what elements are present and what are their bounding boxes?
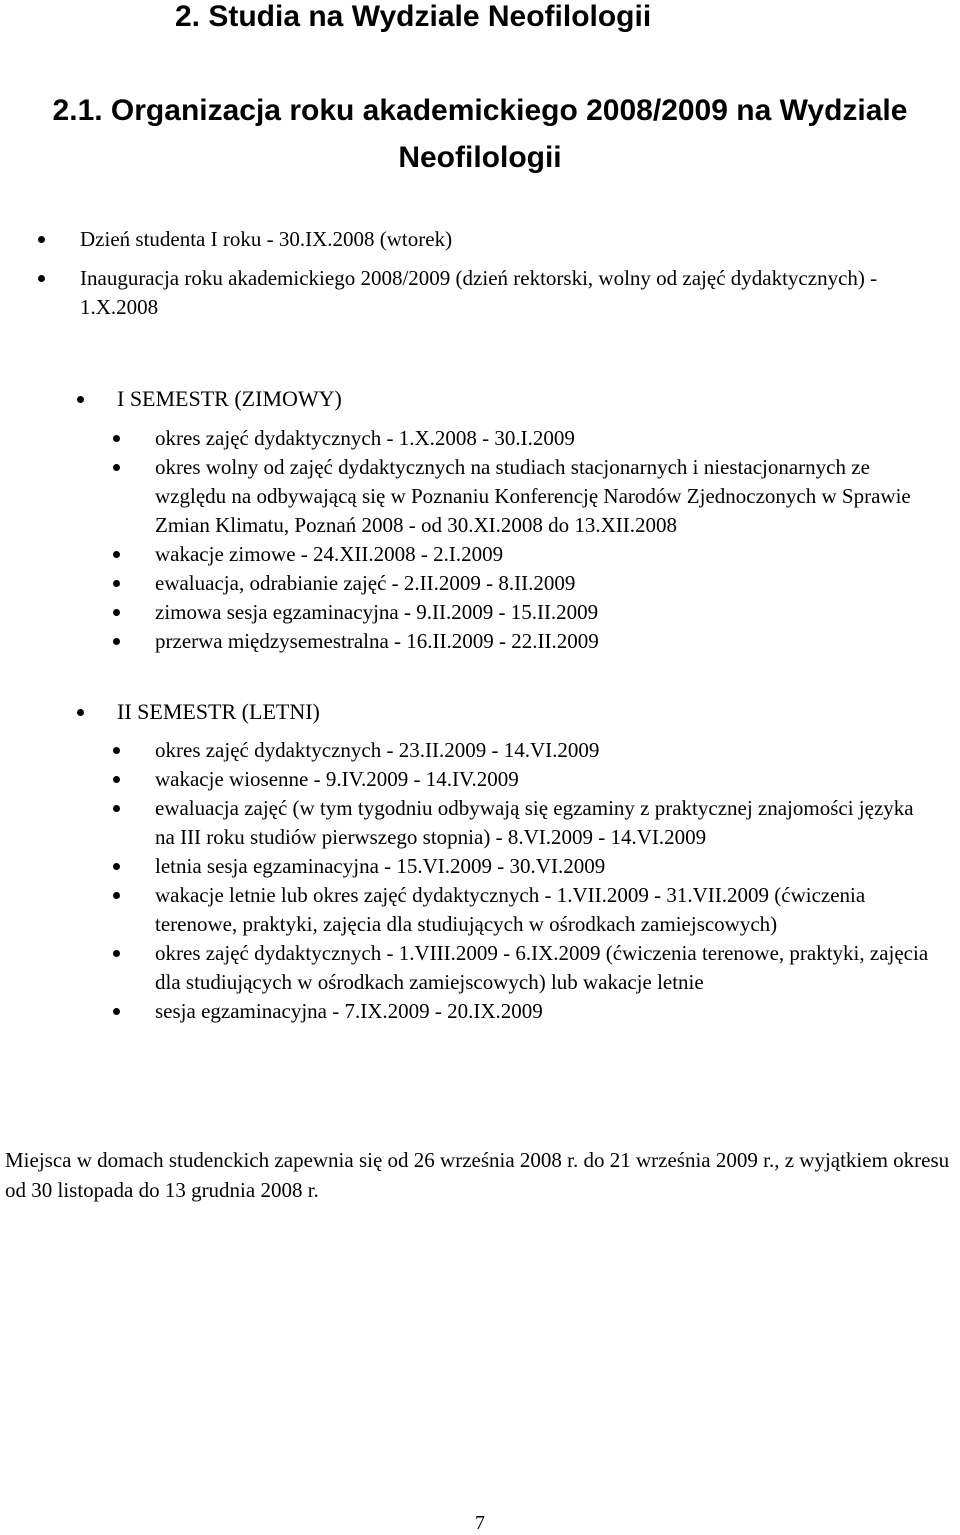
bullet-icon xyxy=(113,1008,120,1015)
bullet-icon xyxy=(113,950,120,957)
list-item-text: letnia sesja egzaminacyjna - 15.VI.2009 - 30.VI.2009 xyxy=(155,854,606,878)
list-item xyxy=(155,881,930,939)
bullet-icon xyxy=(77,709,84,716)
list-item xyxy=(155,794,930,852)
list-item-text: zimowa sesja egzaminacyjna - 9.II.2009 - 15.II.2009 xyxy=(155,600,599,624)
semester-title: II SEMESTR (LETNI) xyxy=(117,699,320,724)
list-item xyxy=(155,424,930,453)
list-item-text: wakacje wiosenne - 9.IV.2009 - 14.IV.2009 xyxy=(155,767,519,791)
bullet-icon xyxy=(113,776,120,783)
list-item xyxy=(155,627,930,656)
list-item-text: wakacje letnie lub okres zajęć dydaktycznych - 1.VII.2009 - 31.VII.2009 (ćwiczenia terenowe, praktyki, zajęcia dla studiujących w ośrodkach zamiejscowych) xyxy=(155,883,866,936)
semester-title: I SEMESTR (ZIMOWY) xyxy=(117,386,342,411)
list-item xyxy=(155,997,930,1026)
list-item-text: ewaluacja, odrabianie zajęć - 2.II.2009 - 8.II.2009 xyxy=(155,571,576,595)
bullet-icon xyxy=(113,638,120,645)
bullet-icon xyxy=(113,551,120,558)
list-item xyxy=(155,598,930,627)
list-item xyxy=(155,540,930,569)
intro-list xyxy=(80,225,900,322)
bullet-icon xyxy=(113,464,120,471)
bullet-icon xyxy=(113,580,120,587)
list-item-text: Dzień studenta I roku - 30.IX.2008 (wtorek) xyxy=(80,227,453,251)
list-item-text: przerwa międzysemestralna - 16.II.2009 - 22.II.2009 xyxy=(155,629,599,653)
summer-semester-list xyxy=(155,736,930,1026)
semester-heading-winter xyxy=(117,384,342,414)
list-item xyxy=(155,736,930,765)
list-item xyxy=(155,453,930,540)
list-item xyxy=(80,225,900,254)
list-item-text: okres zajęć dydaktycznych - 1.X.2008 - 30.I.2009 xyxy=(155,426,575,450)
winter-semester-list xyxy=(155,424,930,656)
bullet-icon xyxy=(113,435,120,442)
bullet-icon xyxy=(113,747,120,754)
list-item-text: ewaluacja zajęć (w tym tygodniu odbywają się egzaminy z praktycznej znajomości języka na III roku studiów pierwszego stopnia) - 8.VI.2009 - 14.VI.2009 xyxy=(155,796,914,849)
list-item xyxy=(155,939,930,997)
bullet-icon xyxy=(77,396,84,403)
list-item-text: okres zajęć dydaktycznych - 1.VIII.2009 - 6.IX.2009 (ćwiczenia terenowe, praktyki, zajęcia dla studiujących w ośrodkach zamiejscowych) lub wakacje letnie xyxy=(155,941,929,994)
semester-heading-summer xyxy=(117,697,320,727)
list-item-text: okres wolny od zajęć dydaktycznych na studiach stacjonarnych i niestacjonarnych ze względu na odbywającą się w Poznaniu Konferencję Narodów Zjednoczonych w Sprawie Zmian Klimatu, Poznań 2008 - od 30.XI.2008 do 13.XII.2008 xyxy=(155,455,911,537)
list-item-text: okres zajęć dydaktycznych - 23.II.2009 - 14.VI.2009 xyxy=(155,738,600,762)
list-item-text: wakacje zimowe - 24.XII.2008 - 2.I.2009 xyxy=(155,542,504,566)
list-item xyxy=(155,569,930,598)
list-item-text: sesja egzaminacyjna - 7.IX.2009 - 20.IX.2009 xyxy=(155,999,543,1023)
list-item xyxy=(80,264,900,322)
bullet-icon xyxy=(113,892,120,899)
page-number: 7 xyxy=(475,1512,485,1534)
bullet-icon xyxy=(113,805,120,812)
list-item xyxy=(155,765,930,794)
housing-note: Miejsca w domach studenckich zapewnia się od 26 września 2008 r. do 21 września 2009 r., z wyjątkiem okresu od 30 listopada do 13 grudnia 2008 r. xyxy=(5,1148,950,1202)
chapter-heading: 2. Studia na Wydziale Neofilologii xyxy=(175,0,652,33)
section-heading: 2.1. Organizacja roku akademickiego 2008/2009 na Wydziale Neofilologii xyxy=(52,94,908,174)
list-item xyxy=(155,852,930,881)
list-item-text: Inauguracja roku akademickiego 2008/2009 (dzień rektorski, wolny od zajęć dydaktycznych) - 1.X.2008 xyxy=(80,266,878,319)
bullet-icon xyxy=(38,236,45,243)
bullet-icon xyxy=(38,275,45,282)
bullet-icon xyxy=(113,609,120,616)
bullet-icon xyxy=(113,863,120,870)
